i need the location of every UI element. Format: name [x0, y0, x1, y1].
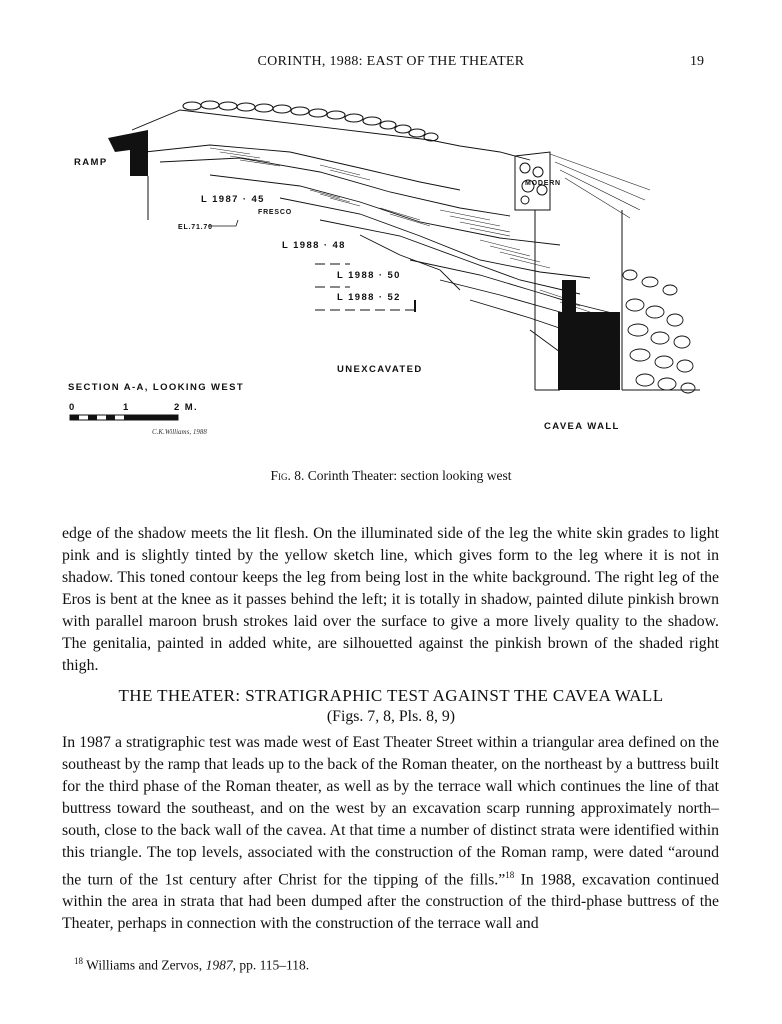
label-lot-1987-45: L 1987 · 45 — [201, 194, 265, 205]
footnote-18 — [74, 956, 309, 974]
label-cavea-wall: CAVEA WALL — [544, 421, 620, 432]
figure-caption-text: Corinth Theater: section looking west — [307, 468, 512, 483]
footnote-italic-year: 1987 — [205, 957, 233, 973]
ramp-stone-course — [183, 101, 438, 141]
cavea-wall-rubble — [623, 270, 695, 393]
stratigraphic-layers — [132, 110, 620, 380]
scale-label-1: 1 — [123, 402, 130, 413]
scale-bar — [69, 402, 198, 420]
running-header — [0, 54, 782, 74]
figure-section-drawing — [60, 90, 720, 440]
section-heading: THE THEATER: STRATIGRAPHIC TEST AGAINST THE CAVEA WALL — [118, 686, 664, 705]
scale-label-2m: 2 M. — [174, 402, 199, 413]
figure-caption — [0, 468, 782, 484]
label-elevation: EL.71.70 — [178, 224, 213, 231]
footnote-text-after: , pp. 115–118. — [232, 957, 310, 973]
label-unexcavated: UNEXCAVATED — [337, 364, 423, 375]
label-modern: MODERN — [525, 180, 561, 187]
label-lot-1988-50: L 1988 · 50 — [337, 270, 401, 281]
footnote-number: 18 — [74, 956, 83, 966]
scale-label-0: 0 — [69, 402, 76, 413]
section-drawing-svg — [60, 90, 720, 440]
paragraph-2-text-continued: In 1988, excavation continued within the area in strata that had been dumped after the construction of the third-phase buttress of the Theater, perhaps in connection with the construction of the terrace wall and — [62, 871, 719, 933]
page-number: 19 — [690, 54, 704, 69]
body-paragraph-1: edge of the shadow meets the lit flesh. On the illuminated side of the leg the white skin grades to light pink and is slightly tinted by the yellow sketch line, which gives form to the leg where it is not in shadow. This toned contour keeps the leg from being lost in the white background. The right leg of the Eros is bent at the knee as it passes behind the left; it is totally in shadow, painted dilute pinkish brown with parallel maroon brush strokes laid over the surface to give a more lively quality to the shadow. The genitalia, painted in added white, are silhouetted against the pinkish brown of the shaded right thigh. — [62, 525, 719, 674]
label-ramp: RAMP — [74, 157, 108, 168]
footnote-ref-18[interactable]: 18 — [505, 870, 515, 880]
figure-caption-label: Fig. 8. — [270, 468, 305, 483]
footnote-text-before: Williams and Zervos, — [83, 957, 206, 973]
label-section: SECTION A-A, LOOKING WEST — [68, 382, 245, 393]
modern-hatch — [550, 154, 650, 218]
label-lot-1988-52: L 1988 · 52 — [337, 292, 401, 303]
section-subheading: (Figs. 7, 8, Pls. 8, 9) — [326, 708, 456, 725]
label-lot-1988-48: L 1988 · 48 — [282, 240, 346, 251]
paragraph-2-text: In 1987 a stratigraphic test was made west of East Theater Street within a triangular area defined on the southeast by the ramp that leads up to the back of the Roman theater, on the northeast by a buttress built for the third phase of the Roman theater, as well as by the terrace wall which continues the line of that buttress toward the southeast, and on the west by an excavation scarp running approximately north–south, close to the back wall of the cavea. At that time a number of distinct strata were identified within this triangle. The top levels, associated with the construction of the Roman ramp, were dated “around the turn of the 1st century after Christ for the tipping of the fills.” — [62, 734, 719, 889]
cavea-wall-block-lower — [558, 312, 620, 390]
label-fresco: FRESCO — [258, 209, 292, 216]
ramp-wall-left — [108, 130, 148, 176]
drawing-signature: C.K.Williams, 1988 — [152, 428, 207, 436]
body-paragraph-2 — [62, 732, 719, 935]
running-head: CORINTH, 1988: EAST OF THE THEATER — [257, 54, 525, 69]
